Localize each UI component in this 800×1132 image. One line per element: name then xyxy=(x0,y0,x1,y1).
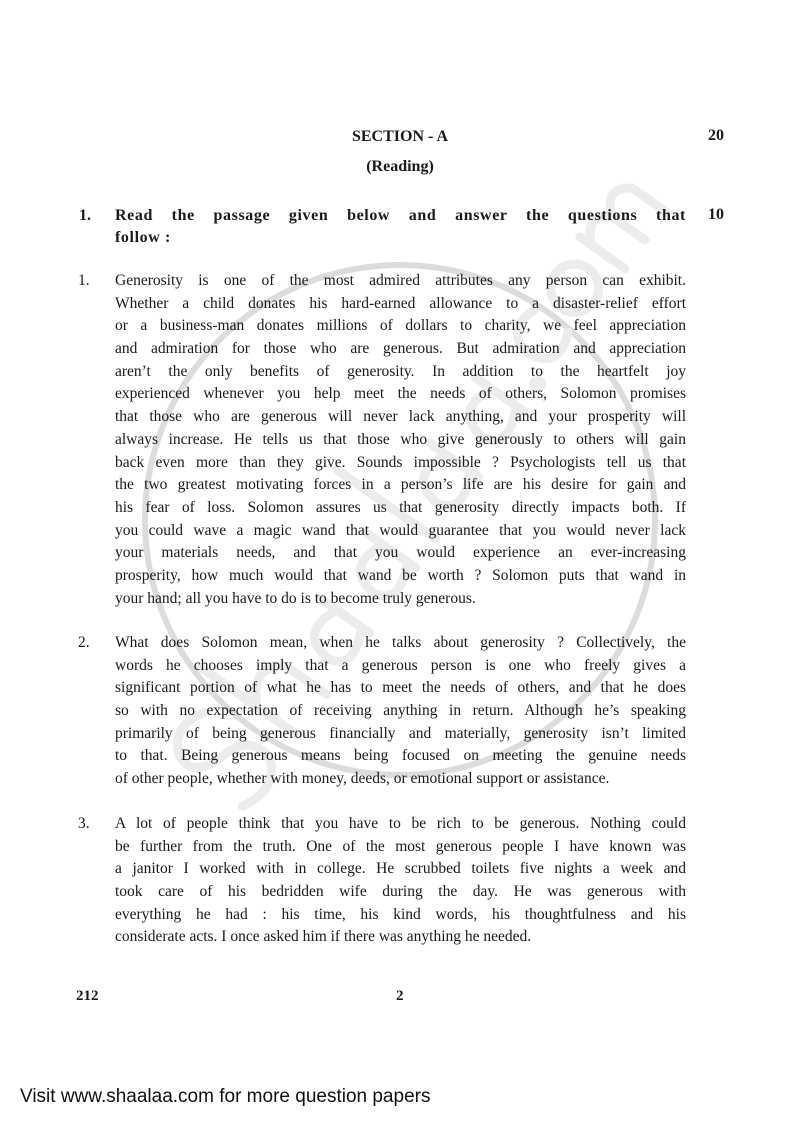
question-number: 1. xyxy=(79,207,91,224)
paragraph-number: 1. xyxy=(78,272,90,289)
paragraph-line: or a business-man donates millions of dollars to charity, we feel appreciation xyxy=(115,317,686,335)
paragraph-line: your hand; all you have to do is to become truly generous. xyxy=(115,589,476,607)
paragraph-line: What does Solomon mean, when he talks about generosity ? Collectively, the xyxy=(115,634,686,651)
paper-code: 212 xyxy=(76,988,99,1004)
paragraph-line: took care of his bedridden wife during the day. He was generous with xyxy=(115,883,686,901)
section-subtitle: (Reading) xyxy=(366,158,434,175)
paragraph-line: so with no expectation of receiving anything in return. Although he’s speaking xyxy=(115,702,686,720)
section-title: SECTION - A xyxy=(351,128,449,145)
paragraph-line: the two greatest motivating forces in a person’s life are his desire for gain and xyxy=(115,476,686,494)
paragraph-line: always increase. He tells us that those who give generously to others will gain xyxy=(115,430,686,448)
paragraph-line: significant portion of what he has to meet the needs of others, and that he does xyxy=(115,679,686,697)
paragraph-line: of other people, whether with money, deeds, or emotional support or assistance. xyxy=(115,770,610,788)
paragraph-line: back even more than they give. Sounds impossible ? Psychologists tell us that xyxy=(115,453,686,471)
paragraph-line: and admiration for those who are generous. But admiration and appreciation xyxy=(115,340,686,358)
section-marks: 20 xyxy=(708,127,724,144)
question-line: Read the passage given below and answer the questions that xyxy=(115,207,686,224)
paragraph-line: his fear of loss. Solomon assures us that generosity directly impacts both. If xyxy=(115,498,686,516)
paragraph-line: everything he had : his time, his kind words, his thoughtfulness and his xyxy=(115,905,686,923)
question-marks: 10 xyxy=(708,206,724,223)
passage-paragraph-1 xyxy=(115,270,686,610)
question-text xyxy=(115,205,686,249)
paragraph-line: considerate acts. I once asked him if there was anything he needed. xyxy=(115,928,532,946)
paragraph-line: a janitor I worked with in college. He scrubbed toilets five nights a week and xyxy=(115,860,686,878)
question-line: follow : xyxy=(115,229,171,246)
paragraph-line: experienced whenever you help meet the needs of others, Solomon promises xyxy=(115,385,686,403)
paragraph-line: prosperity, how much would that wand be worth ? Solomon puts that wand in xyxy=(115,566,686,584)
paragraph-number: 2. xyxy=(78,634,90,651)
passage-paragraph-3 xyxy=(115,813,686,949)
passage-paragraph-2 xyxy=(115,632,686,791)
paragraph-line: Whether a child donates his hard-earned allowance to a disaster-relief effort xyxy=(115,294,686,312)
paragraph-line: A lot of people think that you have to be rich to be generous. Nothing could xyxy=(115,815,686,832)
paragraph-line: Generosity is one of the most admired attributes any person can exhibit. xyxy=(115,272,686,289)
page-number: 2 xyxy=(396,988,404,1004)
paragraph-line: that those who are generous will never lack anything, and your prosperity will xyxy=(115,408,686,426)
paragraph-line: your materials needs, and that you would experience an ever-increasing xyxy=(115,544,686,562)
paragraph-line: you could wave a magic wand that would guarantee that you would never lack xyxy=(115,521,686,539)
shaalaa-banner-link[interactable]: Visit www.shaalaa.com for more question papers xyxy=(20,1086,431,1107)
paragraph-line: to that. Being generous means being focused on meeting the genuine needs xyxy=(115,747,686,765)
paragraph-number: 3. xyxy=(78,815,90,832)
paragraph-line: be further from the truth. One of the most generous people I have known was xyxy=(115,837,686,855)
paragraph-line: words he chooses imply that a generous person is one who freely gives a xyxy=(115,656,686,674)
paragraph-line: aren’t the only benefits of generosity. In addition to the heartfelt joy xyxy=(115,362,686,380)
paragraph-line: primarily of being generous financially and materially, generosity isn’t limited xyxy=(115,724,686,742)
